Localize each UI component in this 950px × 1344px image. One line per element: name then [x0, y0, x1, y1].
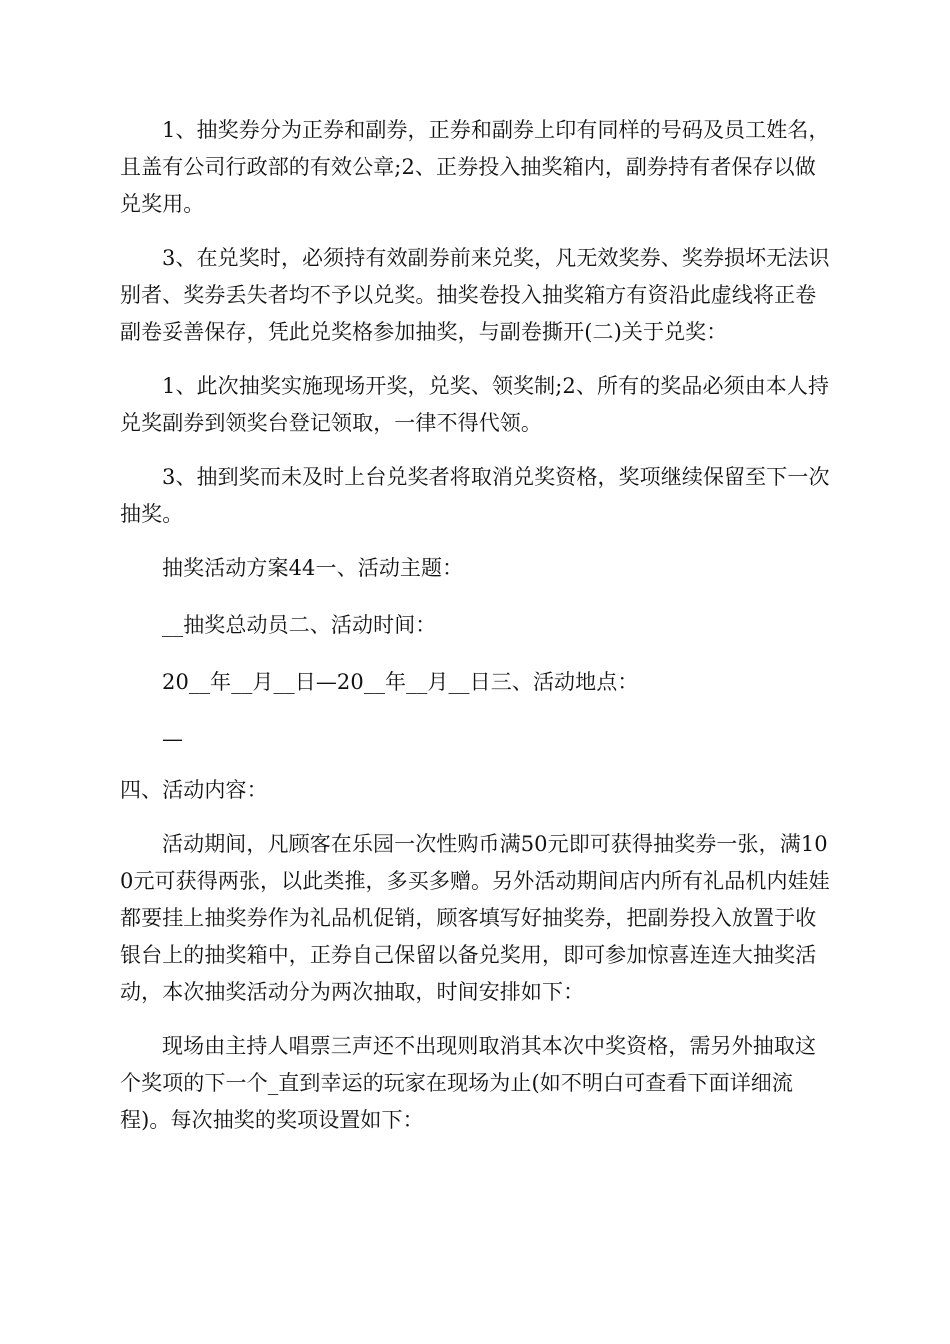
document-body [120, 112, 836, 1156]
paragraph-event-theme: 抽奖活动方案44一、活动主题： [162, 556, 464, 580]
paragraph-redemption-requirements: 3、在兑奖时，必须持有效副券前来兑奖，凡无效奖券、奖券损坏无法识别者、奖券丢失者均不予以兑奖。抽奖卷投入抽奖箱方有资沿此虚线将正卷副卷妥善保存，凭此兑奖格参加抽奖，与副卷撕开(二)关于兑奖： [120, 246, 830, 344]
paragraph-event-time: __抽奖总动员二、活动时间： [162, 613, 437, 637]
paragraph-event-location: 20__年__月__日—20__年__月__日三、活动地点： [162, 670, 639, 694]
paragraph-forfeit-rule: 3、抽到奖而未及时上台兑奖者将取消兑奖资格，奖项继续保留至下一次抽奖。 [120, 465, 830, 526]
paragraph-prize-setup: 现场由主持人唱票三声还不出现则取消其本次中奖资格，需另外抽取这个奖项的下一个_直到幸运的玩家在现场为止(如不明白可查看下面详细流程)。每次抽奖的奖项设置如下： [120, 1034, 817, 1132]
paragraph-ticket-rules: 1、抽奖券分为正券和副券，正券和副券上印有同样的号码及员工姓名，且盖有公司行政部的有效公章;2、正券投入抽奖箱内，副券持有者保存以做兑奖用。 [120, 118, 830, 216]
paragraph-on-site-draw: 1、此次抽奖实施现场开奖，兑奖、领奖制;2、所有的奖品必须由本人持兑奖副券到领奖台登记领取，一律不得代领。 [120, 374, 830, 435]
paragraph-activity-details: 活动期间，凡顾客在乐园一次性购币满50元即可获得抽奖券一张，满100元可获得两张，以此类推，多买多赠。另外活动期间店内所有礼品机内娃娃都要挂上抽奖券作为礼品机促销，顾客填写好抽奖券，把副券投入放置于收银台上的抽奖箱中，正券自己保留以备兑奖用，即可参加惊喜连连大抽奖活动，本次抽奖活动分为两次抽取，时间安排如下： [120, 832, 830, 1004]
paragraph-location-blank: — [162, 727, 184, 751]
section-heading-activity-content: 四、活动内容： [120, 778, 268, 802]
